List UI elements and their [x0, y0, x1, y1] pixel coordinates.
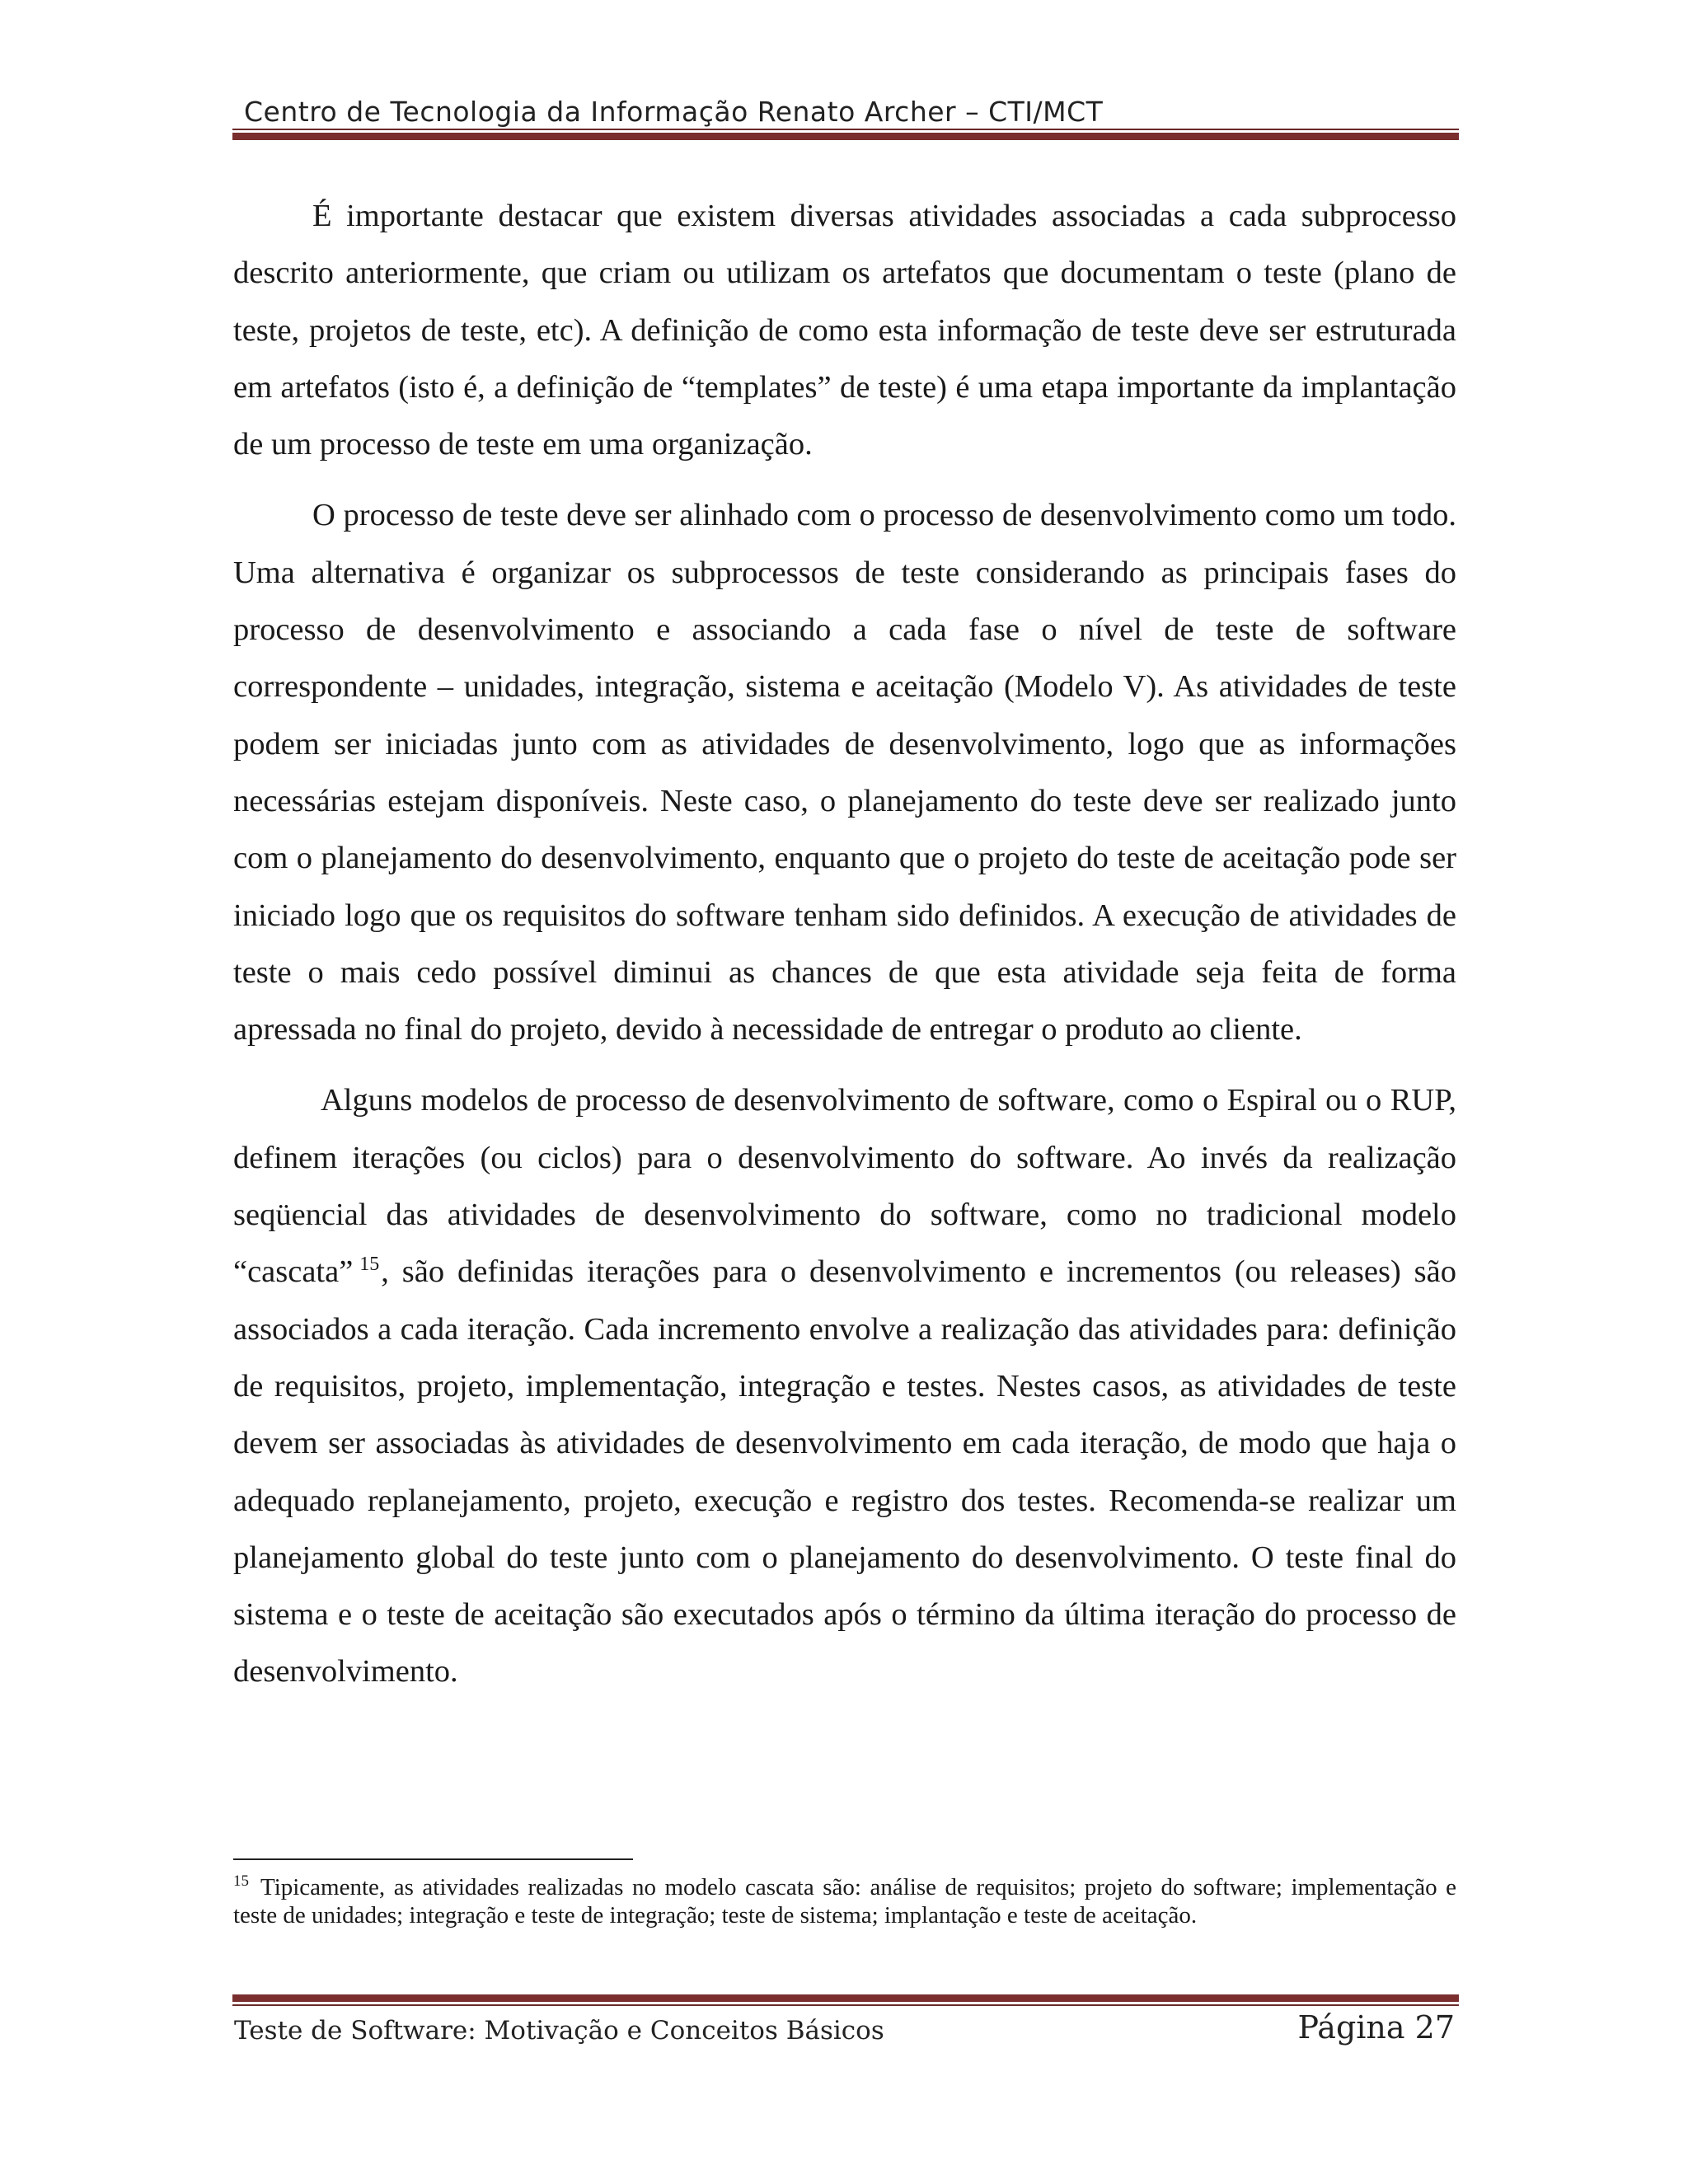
paragraph-1: É importante destacar que existem diversas atividades associadas a cada subprocesso descrito anteriormente, que criam ou utilizam os artefatos que documentam o teste (plano de teste, projetos de teste, etc). A definição de como esta informação de teste deve ser estruturada em artefatos (isto é, a definição de “templates” de teste) é uma etapa importante da implantação de um processo de teste em uma organização. [233, 199, 1456, 462]
footnote-reference[interactable]: 15 [359, 1254, 380, 1276]
header-rule-thin [232, 129, 1459, 130]
header-rule-thick [232, 133, 1459, 140]
main-text [233, 188, 1456, 1715]
paragraph-3-text-end: , são definidas iterações para o desenvolvimento e incrementos (ou releases) são associados a cada iteração. Cada incremento envolve a realização das atividades para: definição de requisitos, projeto, implementação, integração e testes. Nestes casos, as atividades de teste devem ser associadas às atividades de desenvolvimento em cada iteração, de modo que haja o adequado replanejamento, projeto, execução e registro dos testes. Recomenda-se realizar um planejamento global do teste junto com o planejamento do desenvolvimento. O teste final do sistema e o teste de aceitação são executados após o término da última iteração do processo de desenvolvimento. [233, 1254, 1456, 1690]
footer-rule-thick [232, 1994, 1459, 2002]
page-number: Página 27 [1297, 2009, 1455, 2046]
footnote-number: 15 [233, 1872, 249, 1890]
footnote-separator [233, 1858, 633, 1860]
footer-document-title: Teste de Software: Motivação e Conceitos Básicos [234, 2016, 884, 2046]
paragraph-3 [233, 1072, 1456, 1700]
footnote [233, 1874, 1456, 1929]
page-header-title: Centro de Tecnologia da Informação Renato Archer – CTI/MCT [244, 96, 1104, 128]
footer-rule-thin [232, 2004, 1459, 2006]
paragraph-3-text-start: Alguns modelos de processo de desenvolvimento de software, como o Espiral ou o RUP, definem iterações (ou ciclos) para o desenvolvimento do software. Ao invés da realização seqüencial das atividades de desenvolvimento do software, como no tradicional modelo “cascata” [233, 1083, 1456, 1290]
paragraph-2: O processo de teste deve ser alinhado com o processo de desenvolvimento como um todo. Uma alternativa é organizar os subprocessos de teste considerando as principais fases do processo de desenvolvimento e associando a cada fase o nível de teste de software correspondente – unidades, integração, sistema e aceitação (Modelo V). As atividades de teste podem ser iniciadas junto com as atividades de desenvolvimento, logo que as informações necessárias estejam disponíveis. Neste caso, o planejamento do teste deve ser realizado junto com o planejamento do desenvolvimento, enquanto que o projeto do teste de aceitação pode ser iniciado logo que os requisitos do software tenham sido definidos. A execução de atividades de teste o mais cedo possível diminui as chances de que esta atividade seja feita de forma apressada no final do projeto, devido à necessidade de entregar o produto ao cliente. [233, 498, 1456, 1047]
footnote-text: Tipicamente, as atividades realizadas no modelo cascata são: análise de requisitos; projeto do software; implementação e teste de unidades; integração e teste de integração; teste de sistema; implantação e teste de aceitação. [233, 1874, 1456, 1929]
